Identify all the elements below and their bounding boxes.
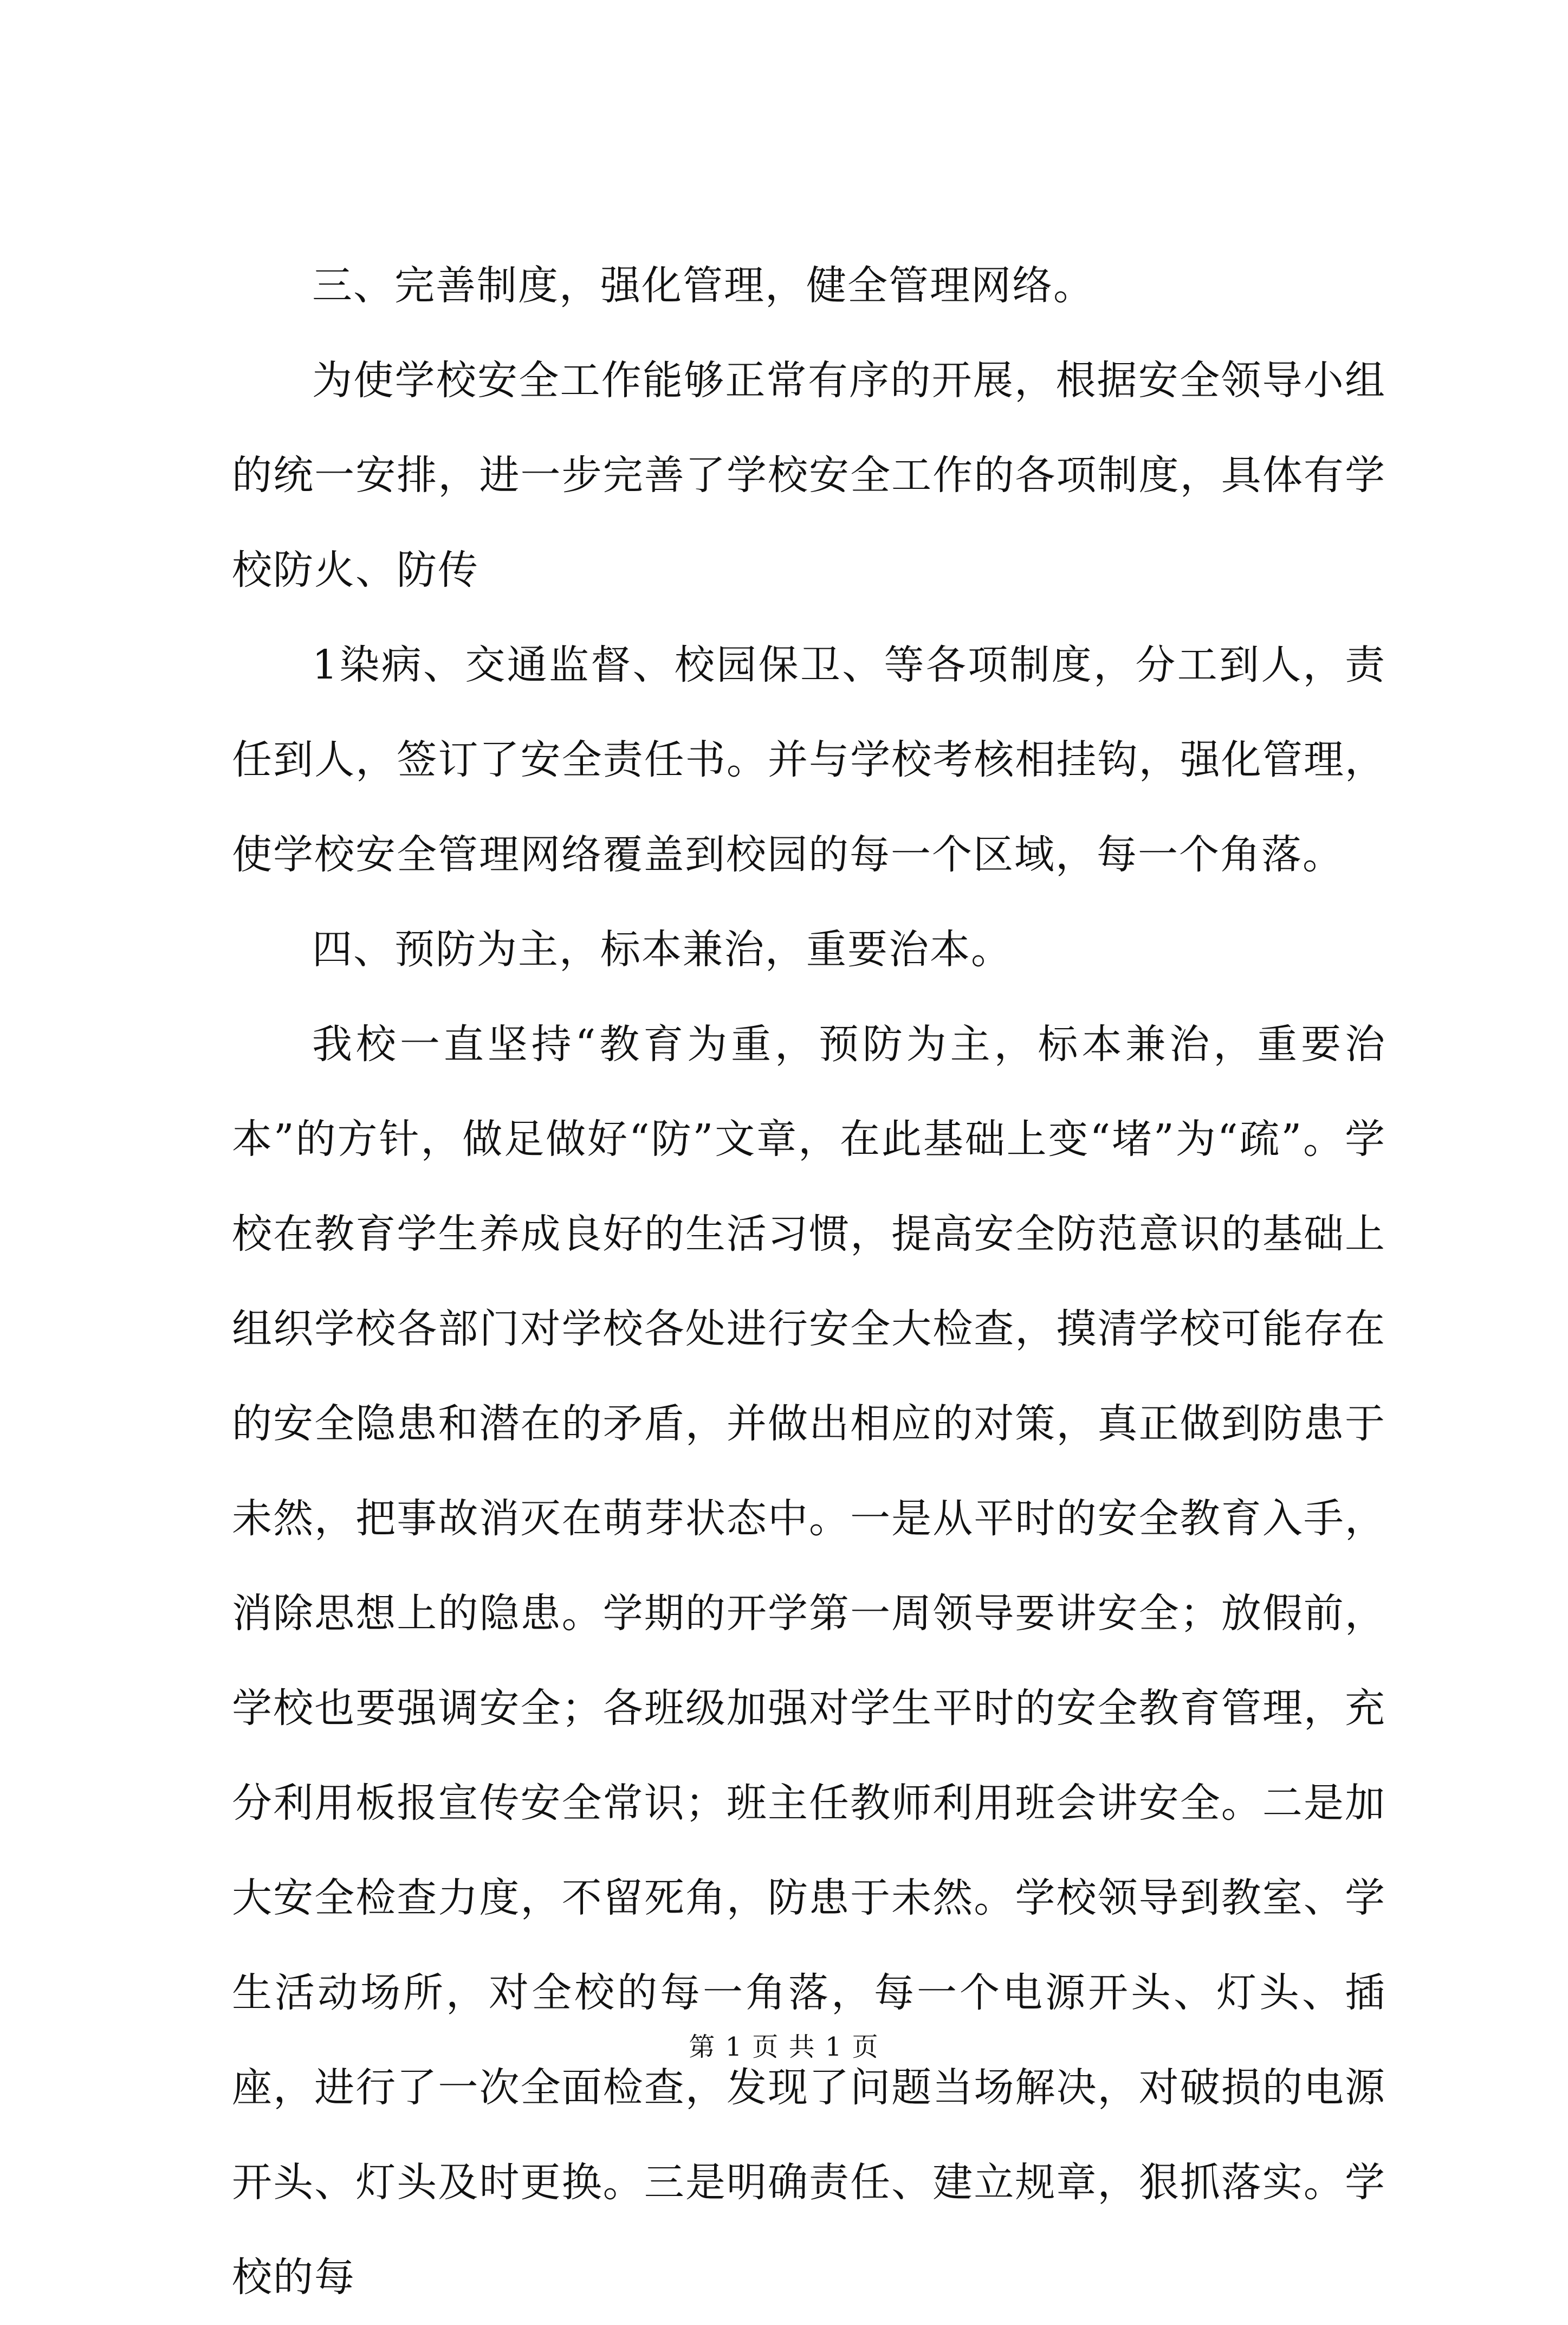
paragraph: 我校一直坚持“教育为重，预防为主，标本兼治，重要治本”的方针，做足做好“防”文章，在此基础上变“堵”为“疏”。学校在教育学生养成良好的生活习惯，提高安全防范意识的基础上组织学校各部门对学校各处进行安全大检查，摸清学校可能存在的安全隐患和潜在的矛盾，并做出相应的对策，真正做到防患于未然，把事故消灭在萌芽状态中。一是从平时的安全教育入手，消除思想上的隐患。学期的开学第一周领导要讲安全；放假前，学校也要强调安全；各班级加强对学生平时的安全教育管理，充分利用板报宣传安全常识；班主任教师利用班会讲安全。二是加大安全检查力度，不留死角，防患于未然。学校领导到教室、学生活动场所，对全校的每一角落，每一个电源开头、灯头、插座，进行了一次全面检查，发现了问题当场解决，对破损的电源开头、灯头及时更换。三是明确责任、建立规章，狠抓落实。学校的每	[232, 1021, 1386, 2301]
paragraph: 为使学校安全工作能够正常有序的开展，根据安全领导小组的统一安排，进一步完善了学校安全工作的各项制度，具体有学校防火、防传	[232, 357, 1386, 593]
section-heading-4: 四、预防为主，标本兼治，重要治本。	[312, 926, 1012, 973]
section-heading-3: 三、完善制度，强化管理，健全管理网络。	[312, 262, 1094, 309]
page-footer: 第 1 页 共 1 页	[689, 2032, 879, 2062]
document-body	[232, 238, 1386, 2325]
paragraph: 1染病、交通监督、校园保卫、等各项制度，分工到人，责任到人，签订了安全责任书。并与学校考核相挂钩，强化管理，使学校安全管理网络覆盖到校园的每一个区域，每一个角落。	[232, 642, 1386, 878]
